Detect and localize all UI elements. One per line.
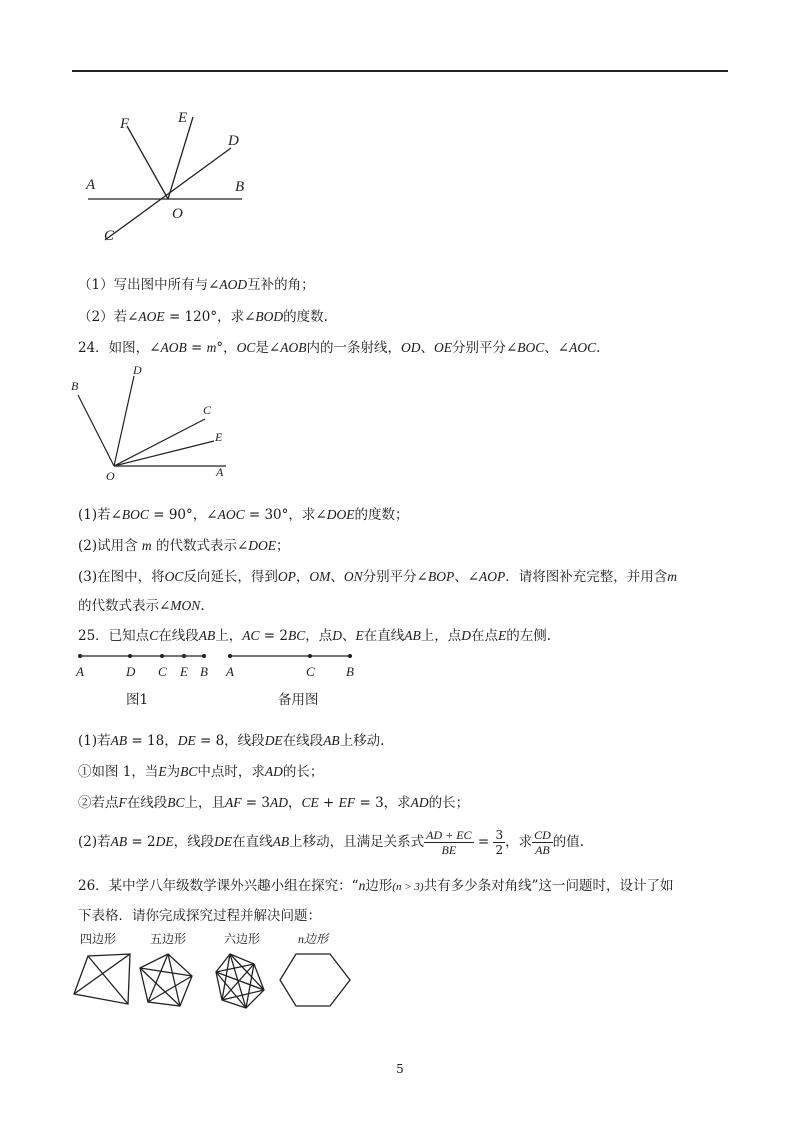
label-e: E — [180, 664, 188, 679]
label-b2: B — [346, 664, 354, 679]
q25-sub1b: ②若点F在线段BC上，且AF = 3AD，CE + EF = 3，求AD的长； — [78, 795, 470, 811]
label-a: A — [216, 465, 224, 479]
fraction-cd-over-ab: $\frac{CD}{AB}$ — [534, 828, 551, 857]
label-c2: C — [306, 664, 315, 679]
ray-oe — [114, 441, 214, 466]
point-c — [160, 654, 164, 658]
polygon-figures — [68, 946, 358, 1016]
label-o: O — [172, 206, 183, 222]
q25-stem: 25．已知点C在线段AB上，AC = 2BC，点D、E在直线AB上，点D在点E的左侧. — [78, 628, 552, 644]
segment-figures — [70, 648, 370, 684]
label-c: C — [203, 403, 212, 417]
q25-sub2: (2)若AB = 2DE，线段DE在直线AB上移动，且满足关系式 $\frac{AD + EC}{BE}$ = $\frac{3}{2}$ ，求 $\frac{CD}{AB}$ 的值. — [78, 828, 585, 857]
quadrilateral-with-diagonals — [74, 954, 130, 1004]
caption-spare-figure: 备用图 — [278, 692, 319, 708]
q26-stem-line1: 26．某中学八年级数学课外兴趣小组在探究：“n边形(n > 3)共有多少条对角线”这一问题时，设计了如 — [78, 878, 674, 894]
fraction-3-over-2: $\frac{3}{2}$ — [495, 828, 504, 857]
point-e — [182, 654, 186, 658]
q24-stem: 24．如图，∠AOB = m°，OC是∠AOB内的一条射线，OD、OE分别平分∠BOC、∠AOC. — [78, 340, 601, 356]
q24-sub3-line2: 的代数式表示∠MON. — [78, 598, 205, 614]
label-b: B — [200, 664, 208, 679]
label-f: F — [120, 116, 130, 132]
q24-sub3-line1: (3)在图中，将OC反向延长，得到OP，OM、ON分别平分∠BOP、∠AOP．请将图补充完整，并用含m — [78, 569, 678, 585]
q24-sub1: (1)若∠BOC = 90°，∠AOC = 30°，求∠DOE的度数； — [78, 507, 409, 523]
point-b2 — [348, 654, 352, 658]
label-c: C — [104, 228, 115, 244]
point-c2 — [308, 654, 312, 658]
n-gon-outline — [280, 954, 350, 1006]
label-hexagon: 六边形 — [224, 932, 261, 946]
ray-oc — [114, 419, 205, 466]
label-quadrilateral: 四边形 — [80, 932, 117, 946]
header-rule — [72, 70, 728, 72]
page-number: 5 — [396, 1062, 404, 1076]
point-b — [202, 654, 206, 658]
label-c: C — [158, 664, 167, 679]
label-a2: A — [226, 664, 234, 679]
label-o: O — [106, 469, 115, 483]
point-a2 — [228, 654, 232, 658]
label-e: E — [215, 430, 223, 444]
label-e: E — [178, 110, 188, 126]
q25-sub1a: ①如图 1，当E为BC中点时，求AD的长； — [78, 764, 324, 780]
label-b: B — [71, 379, 79, 393]
q26-stem-line2: 下表格．请你完成探究过程并解决问题： — [78, 908, 321, 924]
label-a: A — [76, 664, 84, 679]
fraction-ad-ec-over-be: $\frac{AD + EC}{BE}$ — [426, 828, 472, 857]
label-d: D — [133, 363, 142, 377]
ray-ob — [78, 395, 114, 466]
label-pentagon: 五边形 — [150, 932, 187, 946]
point-d — [128, 654, 132, 658]
q23-part1: （1）写出图中所有与∠AOD互补的角； — [78, 277, 315, 293]
hexagon-with-diagonals — [216, 954, 264, 1008]
label-a: A — [86, 177, 96, 193]
caption-figure-1: 图1 — [126, 692, 149, 708]
ray-od — [114, 376, 134, 466]
label-n-gon: n边形 — [298, 932, 329, 946]
label-d: D — [228, 133, 239, 149]
pentagon-with-diagonals — [140, 954, 192, 1006]
ray-oe — [168, 117, 193, 199]
point-a — [78, 654, 82, 658]
ray-of — [127, 126, 168, 199]
label-d: D — [126, 664, 136, 679]
label-b: B — [235, 179, 245, 195]
line-cd — [105, 148, 231, 240]
q23-part2: （2）若∠AOE = 120°，求∠BOD的度数. — [78, 309, 328, 325]
q24-sub2: (2)试用含 m 的代数式表示∠DOE； — [78, 538, 290, 554]
angle-figure-1 — [80, 100, 280, 255]
angle-figure-2 — [66, 362, 241, 487]
q25-sub1: (1)若AB = 18，DE = 8，线段DE在线段AB上移动. — [78, 733, 385, 749]
